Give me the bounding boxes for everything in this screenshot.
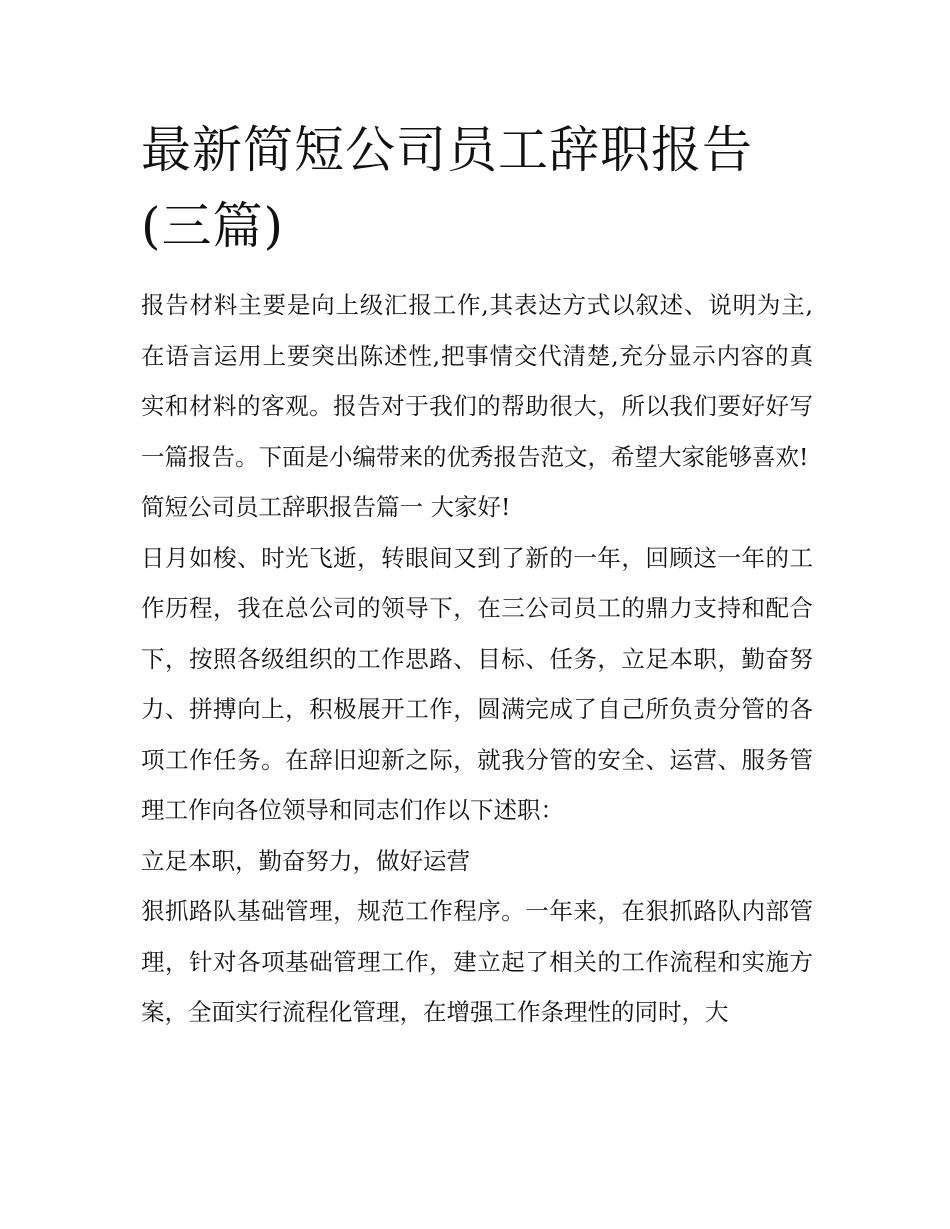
subheading-paragraph: 立足本职，勤奋努力，做好运营 [141, 846, 470, 875]
section-heading-paragraph: 简短公司员工辞职报告篇一 大家好! [141, 493, 511, 521]
body-paragraph: 狠抓路队基础管理，规范工作程序。一年来，在狠抓路队内部管理，针对各项基础管理工作，建立起了相关的工作流程和实施方案，全面实行流程化管理，在增强工作条理性的同时，大 [141, 897, 813, 1026]
body-paragraph: 日月如梭、时光飞逝，转眼间又到了新的一年，回顾这一年的工作历程，我在总公司的领导下，在三公司员工的鼎力支持和配合下，按照各级组织的工作思路、目标、任务，立足本职，勤奋努力、拼搏向上，积极展开工作，圆满完成了自己所负责分管的各项工作任务。在辞旧迎新之际，就我分管的安全、运营、服务管理工作向各位领导和同志们作以下述职： [141, 543, 813, 824]
document-page [141, 112, 813, 1038]
document-title: 最新简短公司员工辞职报告(三篇) [141, 121, 753, 255]
intro-paragraph: 报告材料主要是向上级汇报工作,其表达方式以叙述、说明为主,在语言运用上要突出陈述性,把事情交代清楚,充分显示内容的真实和材料的客观。报告对于我们的帮助很大，所以我们要好好写一篇报告。下面是小编带来的优秀报告范文，希望大家能够喜欢! [141, 291, 813, 471]
